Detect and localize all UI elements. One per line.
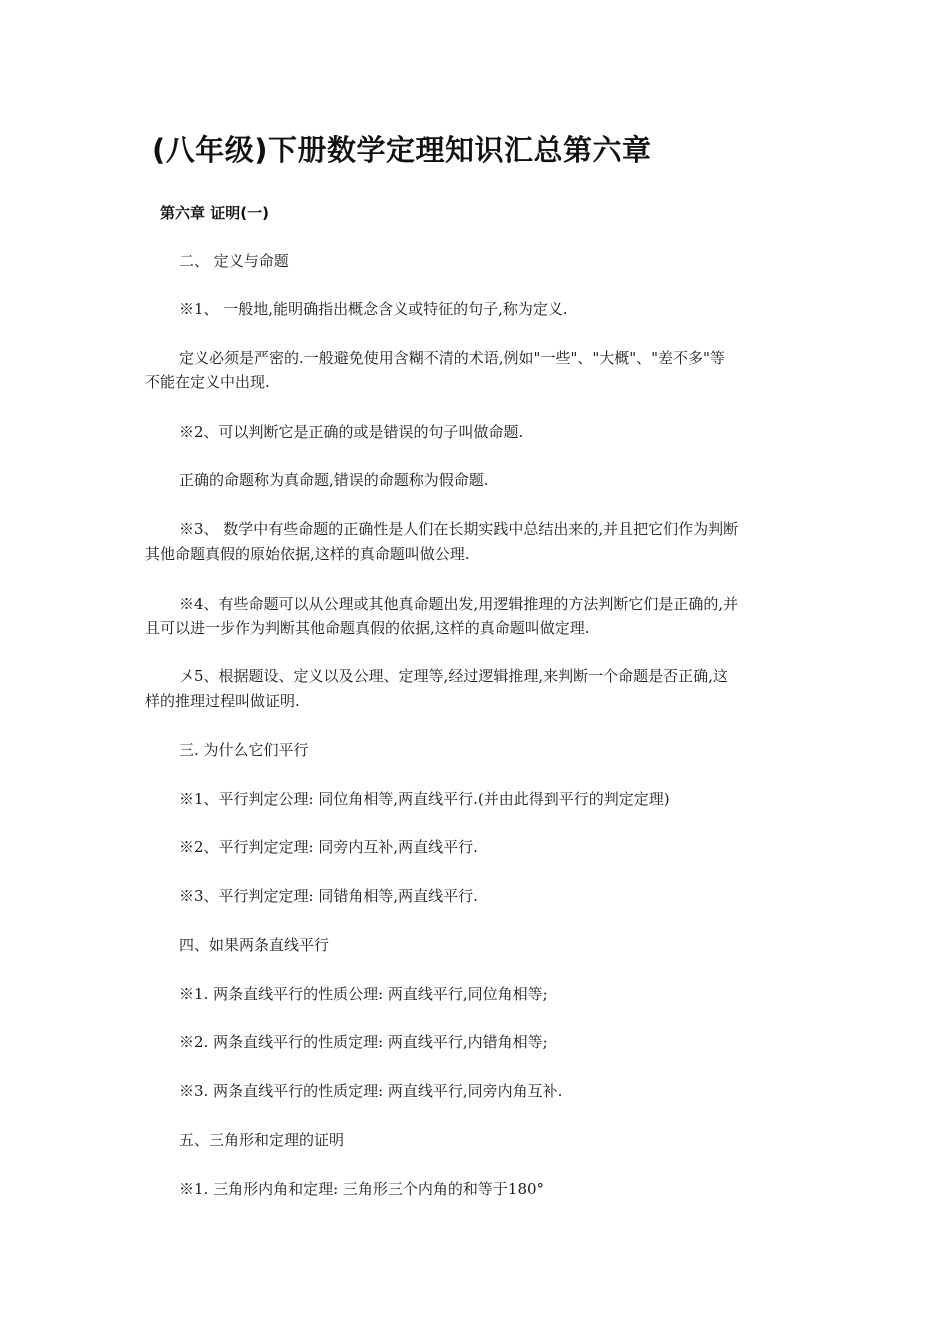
document-title: (八年级)下册数学定理知识汇总第六章 (152, 133, 652, 167)
paragraph-parallel-property-theorem-1: ※2. 两条直线平行的性质定理: 两直线平行,内错角相等; (179, 1033, 548, 1051)
paragraph-true-false-proposition: 正确的命题称为真命题,错误的命题称为假命题. (179, 471, 489, 489)
paragraph-parallel-theorem-2: ※3、平行判定定理: 同错角相等,两直线平行. (179, 887, 478, 905)
paragraph-theorem-line1: ※4、有些命题可以从公理或其他真命题出发,用逻辑推理的方法判断它们是正确的,并 (179, 595, 739, 613)
paragraph-proof-line2: 样的推理过程叫做证明. (145, 692, 300, 710)
paragraph-parallel-axiom: ※1、平行判定公理: 同位角相等,两直线平行.(并由此得到平行的判定定理) (179, 790, 670, 808)
paragraph-axiom-line1: ※3、 数学中有些命题的正确性是人们在长期实践中总结出来的,并且把它们作为判断 (179, 520, 739, 538)
section-heading-definitions: 二、 定义与命题 (179, 252, 289, 270)
paragraph-parallel-property-theorem-2: ※3. 两条直线平行的性质定理: 两直线平行,同旁内角互补. (179, 1082, 563, 1100)
paragraph-parallel-property-axiom: ※1. 两条直线平行的性质公理: 两直线平行,同位角相等; (179, 985, 548, 1003)
paragraph-parallel-theorem-1: ※2、平行判定定理: 同旁内互补,两直线平行. (179, 838, 478, 856)
paragraph-definition-rigor-line2: 不能在定义中出现. (145, 373, 270, 391)
section-heading-parallel: 三. 为什么它们平行 (179, 741, 309, 759)
paragraph-proof-line1: 〤5、根据题设、定义以及公理、定理等,经过逻辑推理,来判断一个命题是否正确,这 (179, 667, 728, 685)
section-heading-if-parallel: 四、如果两条直线平行 (179, 936, 330, 954)
paragraph-proposition: ※2、可以判断它是正确的或是错误的句子叫做命题. (179, 423, 524, 441)
paragraph-definition-rigor-line1: 定义必须是严密的.一般避免使用含糊不清的术语,例如"一些"、"大概"、"差不多"等 (179, 349, 725, 367)
paragraph-triangle-angle-sum: ※1. 三角形内角和定理: 三角形三个内角的和等于180° (179, 1180, 545, 1198)
paragraph-axiom-line2: 其他命题真假的原始依据,这样的真命题叫做公理. (145, 545, 470, 563)
paragraph-definition: ※1、 一般地,能明确指出概念含义或特征的句子,称为定义. (179, 300, 568, 318)
chapter-heading: 第六章 证明(一) (160, 204, 269, 222)
paragraph-theorem-line2: 且可以进一步作为判断其他命题真假的依据,这样的真命题叫做定理. (145, 619, 590, 637)
section-heading-triangle: 五、三角形和定理的证明 (179, 1131, 345, 1149)
